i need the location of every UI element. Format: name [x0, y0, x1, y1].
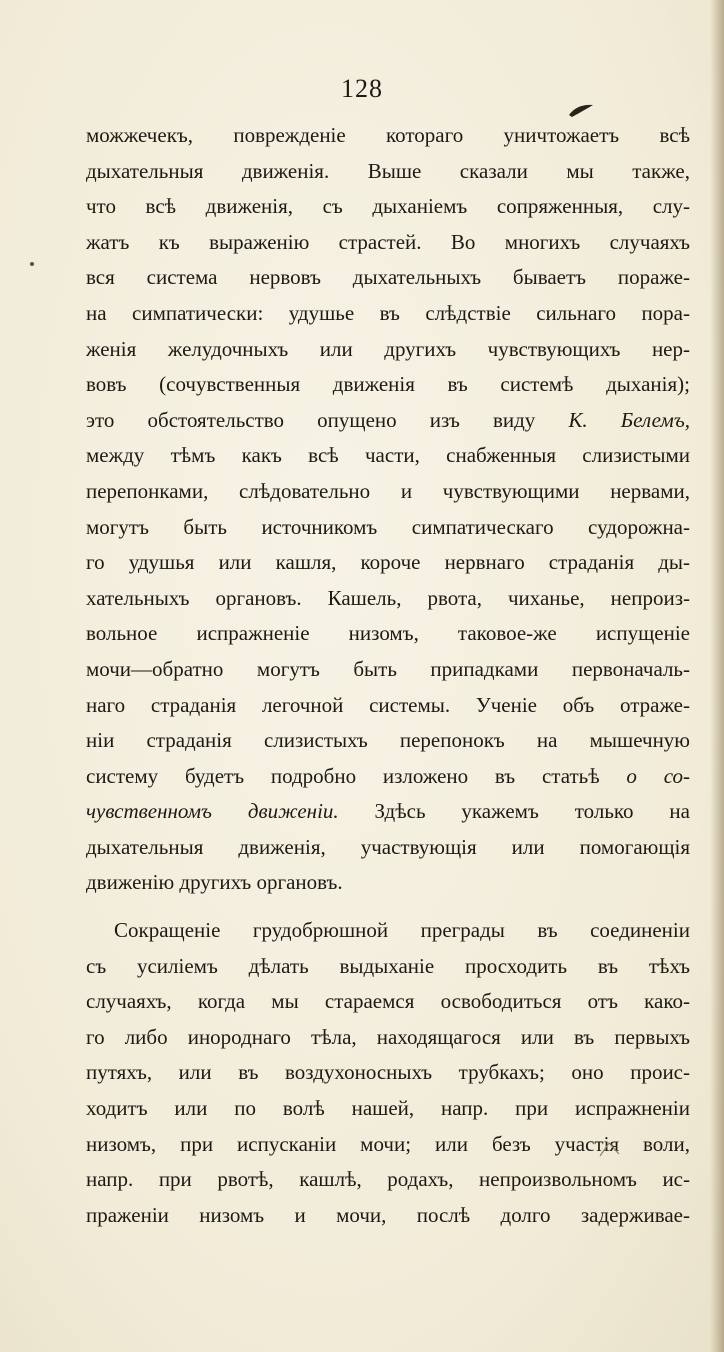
line-text: го удушья или кашля, короче нервнаго страданія ды- — [86, 550, 690, 575]
line-text: го либо инороднаго тѣла, находящагося или въ первыхъ — [86, 1024, 690, 1049]
text-line — [86, 403, 690, 439]
line-text: жатъ къ выраженію страстей. Во многихъ случаяхъ — [86, 229, 690, 254]
text-line — [86, 1091, 690, 1127]
text-line — [86, 189, 690, 225]
line-text: вольное испражненіе низомъ, таковое-же испущеніе — [86, 621, 690, 646]
line-text: вся система нервовъ дыхательныхъ бываетъ пораже- — [86, 265, 690, 290]
line-text: напр. при рвотѣ, кашлѣ, родахъ, непроизвольномъ ис- — [86, 1167, 690, 1192]
italic-text: о со- — [626, 763, 690, 788]
line-text: дыхательныя движенія. Выше сказали мы также, — [86, 158, 690, 183]
line-text: путяхъ, или въ воздухоносныхъ трубкахъ; оно проис- — [86, 1060, 690, 1085]
line-text: могутъ быть источникомъ симпатическаго судорожна- — [86, 514, 690, 539]
text-line — [86, 225, 690, 261]
line-text: мочи—обратно могутъ быть припадками первоначаль- — [86, 656, 690, 681]
line-text: съ усиліемъ дѣлать выдыханіе просходить въ тѣхъ — [86, 953, 690, 978]
text-line — [86, 723, 690, 759]
line-text: Сокращеніе грудобрюшной преграды въ соединеніи — [114, 918, 690, 943]
page-edge-shadow — [710, 0, 724, 1352]
text-line — [86, 438, 690, 474]
text-line — [86, 296, 690, 332]
text-line — [86, 652, 690, 688]
line-text: случаяхъ, когда мы стараемся освободиться отъ како- — [86, 989, 690, 1014]
line-text: это обстоятельство опущено изъ виду — [86, 407, 569, 432]
line-text: хательныхъ органовъ. Кашель, рвота, чиханье, непроиз- — [86, 585, 690, 610]
line-text: низомъ, при испусканіи мочи; или безъ участія воли, — [86, 1131, 690, 1156]
text-line — [86, 1020, 690, 1056]
text-line — [86, 688, 690, 724]
text-line — [86, 1162, 690, 1198]
line-text: женія желудочныхъ или другихъ чувствующихъ нер- — [86, 336, 690, 361]
text-line — [86, 913, 690, 949]
line-text: можжечекъ, поврежденіе котораго уничтожаетъ всѣ — [86, 123, 690, 147]
italic-text: К. Белемъ, — [568, 407, 690, 432]
text-line — [86, 865, 690, 901]
text-line — [86, 367, 690, 403]
line-text: Здѣсь укажемъ только на — [338, 799, 690, 824]
text-line — [86, 1055, 690, 1091]
text-line — [86, 260, 690, 296]
line-text: вовъ (сочувственныя движенія въ системѣ дыханія); — [86, 372, 690, 397]
pencil-mark — [598, 1140, 622, 1158]
paragraph-gap — [86, 901, 690, 913]
line-text: ходитъ или по волѣ нашей, напр. при испражненіи — [86, 1096, 690, 1121]
text-line — [86, 830, 690, 866]
text-line — [86, 154, 690, 190]
page-text — [86, 118, 690, 1233]
line-text: наго страданія легочной системы. Ученіе объ отраже- — [86, 692, 690, 717]
text-line — [86, 1198, 690, 1234]
text-line — [86, 332, 690, 368]
ink-blot-mark — [566, 102, 596, 118]
line-text: перепонками, слѣдовательно и чувствующими нервами, — [86, 478, 690, 503]
line-text: что всѣ движенія, съ дыханіемъ сопряженныя, слу- — [86, 194, 690, 219]
line-text: дыхательныя движенія, участвующія или помогающія — [86, 834, 690, 859]
margin-mark — [30, 262, 34, 266]
text-line — [86, 949, 690, 985]
line-text: ніи страданія слизистыхъ перепонокъ на мышечную — [86, 728, 690, 753]
text-line — [86, 759, 690, 795]
line-text: праженіи низомъ и мочи, послѣ долго задерживае- — [86, 1202, 690, 1227]
text-line — [86, 474, 690, 510]
text-line — [86, 545, 690, 581]
text-line — [86, 984, 690, 1020]
line-text: между тѣмъ какъ всѣ части, снабженныя слизистыми — [86, 443, 690, 468]
text-line — [86, 510, 690, 546]
line-text: систему будетъ подробно изложено въ статьѣ — [86, 763, 627, 788]
line-text: движенію другихъ органовъ. — [86, 870, 343, 895]
italic-text: чувственномъ движеніи. — [86, 799, 339, 824]
line-text: на симпатически: удушье въ слѣдствіе сильнаго пора- — [86, 300, 690, 325]
text-line — [86, 794, 690, 830]
text-line — [86, 581, 690, 617]
page-number: 128 — [341, 74, 383, 103]
text-line — [86, 616, 690, 652]
text-line — [86, 118, 690, 154]
